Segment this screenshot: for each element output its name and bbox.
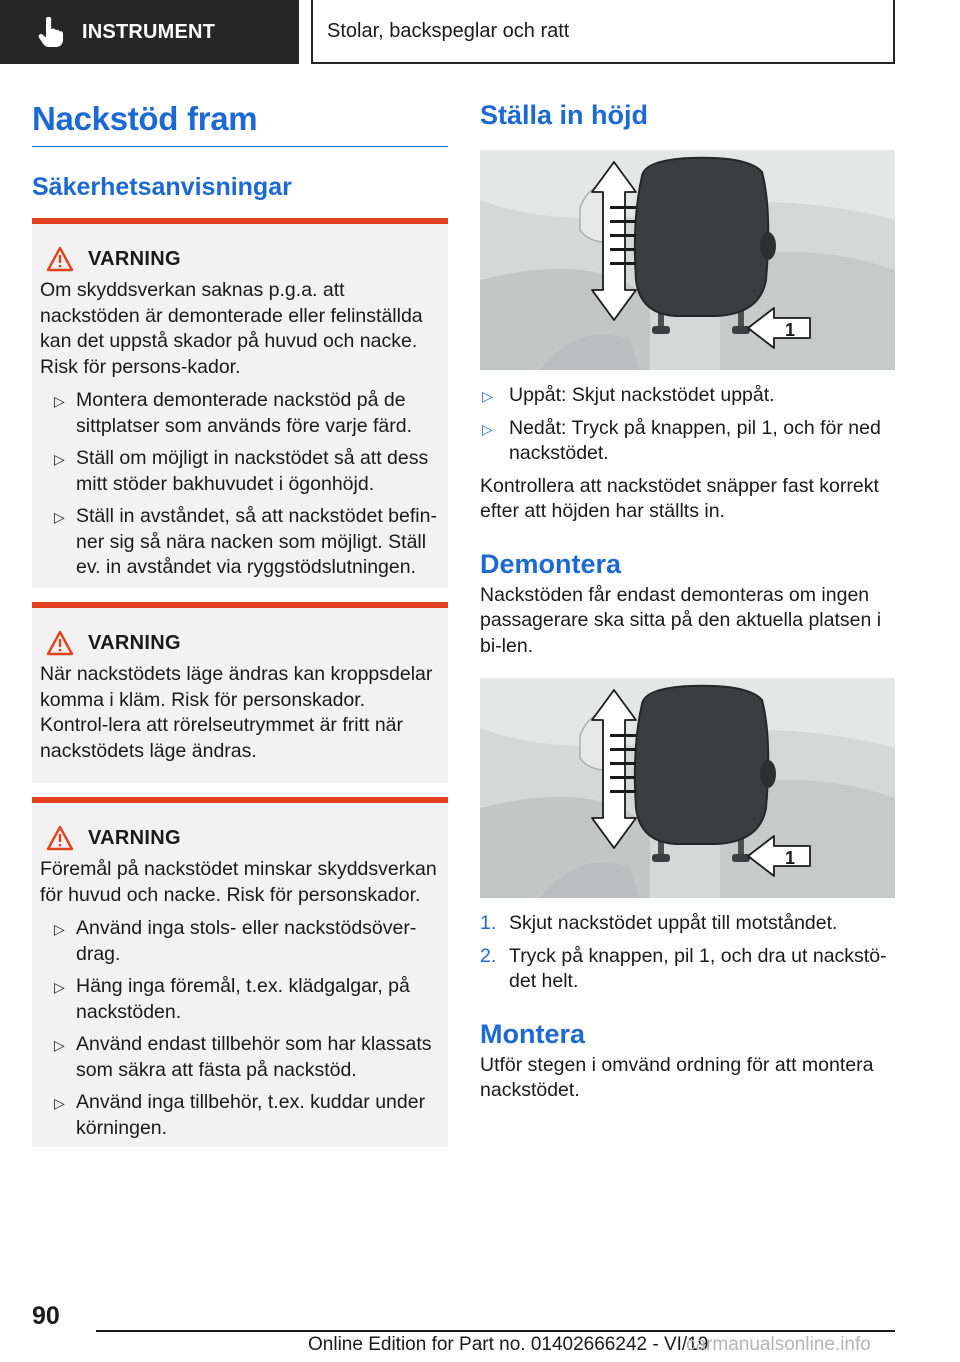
triangle-right-icon: ▷ (54, 1095, 65, 1111)
remove-steps-list (480, 911, 896, 995)
heading-adjust-height: Ställa in höjd (480, 100, 649, 130)
triangle-right-icon: ▷ (54, 393, 65, 409)
warning-list (40, 916, 438, 1141)
list-item: ▷ Nedåt: Tryck på knappen, pil 1, och för ned nackstödet. (482, 416, 881, 464)
headrest-adjust-figure (480, 150, 895, 370)
footer-divider (96, 1330, 895, 1332)
header-section-tab (0, 0, 299, 64)
warning-triangle-icon (46, 825, 74, 851)
warning-label: VARNING (88, 826, 181, 849)
list-item: ▷ Använd inga tillbehör, t.ex. kuddar under körningen. (54, 1091, 426, 1139)
list-item: ▷ Använd inga stols- eller nackstödsöver-drag. (54, 917, 417, 965)
warning-box-3 (32, 797, 448, 1147)
section-subtitle: Säkerhetsanvisningar (32, 173, 292, 201)
warning-triangle-icon (46, 630, 74, 656)
header-section-label: INSTRUMENT (82, 20, 216, 43)
warning-text: Om skyddsverkan saknas p.g.a. att nackstöden är demonterade eller felinställda kan det uppstå skador på huvud och nacke. Risk för persons-kador. (40, 279, 423, 378)
list-item: ▷ Uppåt: Skjut nackstödet uppåt. (480, 383, 896, 409)
list-item: ▷ Ställ in avståndet, så att nackstödet befin-ner sig så nära nacken som möjligt. Ställ ev. in avståndet via ryggstödslutningen. (54, 505, 437, 578)
triangle-right-icon: ▷ (54, 921, 65, 937)
heading-remove: Demontera (480, 548, 622, 579)
triangle-right-icon: ▷ (54, 451, 65, 467)
figure-callout: 1 (784, 320, 796, 340)
list-item: 2. Tryck på knappen, pil 1, och dra ut nackstö-det helt. (480, 944, 887, 992)
triangle-right-icon: ▷ (54, 509, 65, 525)
paragraph-remove: Nackstöden får endast demonteras om ingen passagerare ska sitta på den aktuella platsen i bi-len. (480, 583, 882, 657)
height-steps-list (480, 383, 896, 467)
list-item: ▷ Häng inga föremål, t.ex. klädgalgar, på nackstöden. (54, 975, 410, 1023)
footer-watermark: carmanualsonline.info (686, 1334, 871, 1355)
header-chapter (311, 0, 895, 64)
triangle-right-icon: ▷ (54, 1037, 65, 1053)
warning-header (40, 630, 438, 656)
list-item: ▷ Ställ om möjligt in nackstödet så att dess mitt stöder bakhuvudet i ögonhöjd. (54, 447, 429, 495)
hand-pointer-icon (38, 17, 64, 47)
header-chapter-label: Stolar, backspeglar och ratt (327, 19, 570, 42)
page-number: 90 (32, 1302, 60, 1330)
warning-text: När nackstödets läge ändras kan kroppsdelar komma i kläm. Risk för personskador. Kontrol-lera att rörelseutrymmet är fritt när nackstödets läge ändras. (40, 663, 433, 762)
triangle-right-icon: ▷ (482, 388, 493, 404)
headrest-remove-figure (480, 678, 895, 898)
footer-edition: Online Edition for Part no. 01402666242 - VI/19 (308, 1334, 709, 1355)
warning-header (40, 246, 438, 272)
warning-label: VARNING (88, 247, 181, 270)
list-item: ▷ Montera demonterade nackstöd på de sittplatser som används före varje färd. (54, 389, 412, 437)
warning-text: Föremål på nackstödet minskar skyddsverkan för huvud och nacke. Risk för personskador. (40, 858, 437, 906)
list-item: ▷ Använd endast tillbehör som har klassats som säkra att fästa på nackstöd. (54, 1033, 432, 1081)
left-column (32, 100, 448, 1147)
warning-box-2 (32, 602, 448, 783)
triangle-right-icon: ▷ (482, 420, 493, 437)
heading-install: Montera (480, 1018, 586, 1049)
paragraph-install: Utför stegen i omvänd ordning för att montera nackstödet. (480, 1053, 874, 1101)
warning-list (40, 388, 438, 581)
triangle-right-icon: ▷ (54, 979, 65, 995)
page-title: Nackstöd fram (32, 100, 448, 147)
figure-callout: 1 (784, 848, 796, 868)
warning-header (40, 825, 438, 851)
warning-box-1 (32, 218, 448, 588)
list-item: 1. Skjut nackstödet uppåt till motståndet. (480, 912, 838, 934)
paragraph-check: Kontrollera att nackstödet snäpper fast korrekt efter att höjden har ställts in. (480, 474, 879, 522)
warning-triangle-icon (46, 246, 74, 272)
warning-label: VARNING (88, 631, 181, 654)
right-column (480, 100, 896, 1104)
